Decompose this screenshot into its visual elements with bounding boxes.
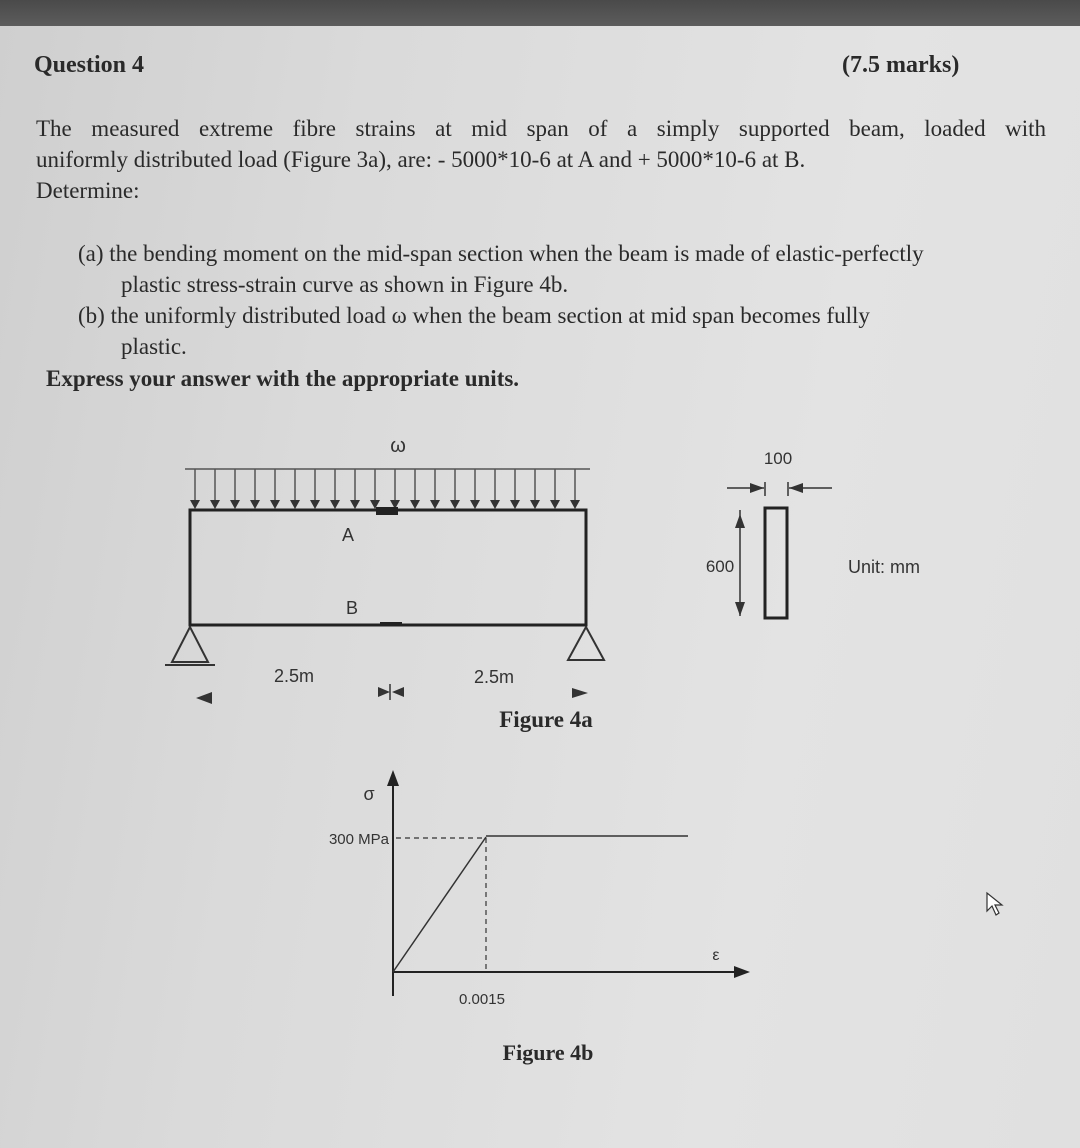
span-right-label: 2.5m bbox=[473, 667, 515, 687]
figure-4b bbox=[329, 770, 750, 1065]
yield-stress-label: 300 MPa bbox=[328, 831, 389, 848]
distributed-load bbox=[185, 469, 590, 505]
span-dimensions bbox=[196, 684, 588, 704]
figure-4a bbox=[165, 435, 920, 732]
yield-strain-label: 0.0015 bbox=[459, 991, 505, 1008]
figure-4a-caption: Figure 4a bbox=[499, 707, 593, 732]
part-b-label: (b) bbox=[78, 303, 105, 328]
section-height-label: 600 bbox=[705, 557, 735, 576]
point-a-label: A bbox=[341, 525, 355, 545]
span-left-label: 2.5m bbox=[273, 666, 315, 686]
left-support bbox=[165, 627, 215, 665]
part-a-label: (a) bbox=[78, 241, 104, 266]
load-omega-label: ω bbox=[390, 435, 406, 457]
part-a-line-1: the bending moment on the mid-span section when the beam is made of elastic-perfectly bbox=[109, 241, 924, 266]
strain-gauge-a bbox=[376, 507, 398, 515]
instruction-text: Express your answer with the appropriate units. bbox=[46, 366, 520, 391]
beam-body bbox=[190, 510, 586, 625]
point-b-label: B bbox=[345, 598, 359, 618]
question-title: Question 4 bbox=[34, 52, 145, 78]
body-line-1: The measured extreme fibre strains at mid span of a simply supported beam, loaded with bbox=[36, 116, 1046, 141]
mouse-cursor-icon bbox=[987, 893, 1002, 915]
elastic-branch bbox=[393, 837, 486, 972]
epsilon-symbol: ε bbox=[712, 947, 720, 964]
part-a-line-2: plastic stress-strain curve as shown in Figure 4b. bbox=[121, 272, 569, 297]
body-line-2: uniformly distributed load (Figure 3a), are: - 5000*10-6 at A and + 5000*10-6 at B. bbox=[36, 147, 806, 172]
part-b-line-1: the uniformly distributed load ω when the beam section at mid span becomes fully bbox=[110, 303, 870, 328]
right-support bbox=[568, 627, 604, 660]
sigma-symbol: σ bbox=[363, 784, 375, 804]
figure-4b-caption: Figure 4b bbox=[502, 1040, 594, 1065]
body-line-3: Determine: bbox=[36, 178, 140, 203]
question-marks: (7.5 marks) bbox=[842, 52, 960, 78]
section-rectangle bbox=[765, 508, 787, 618]
part-b-line-2: plastic. bbox=[121, 334, 187, 359]
section-width-label: 100 bbox=[763, 449, 793, 468]
unit-note: Unit: mm bbox=[848, 557, 920, 577]
cross-section bbox=[706, 449, 920, 618]
